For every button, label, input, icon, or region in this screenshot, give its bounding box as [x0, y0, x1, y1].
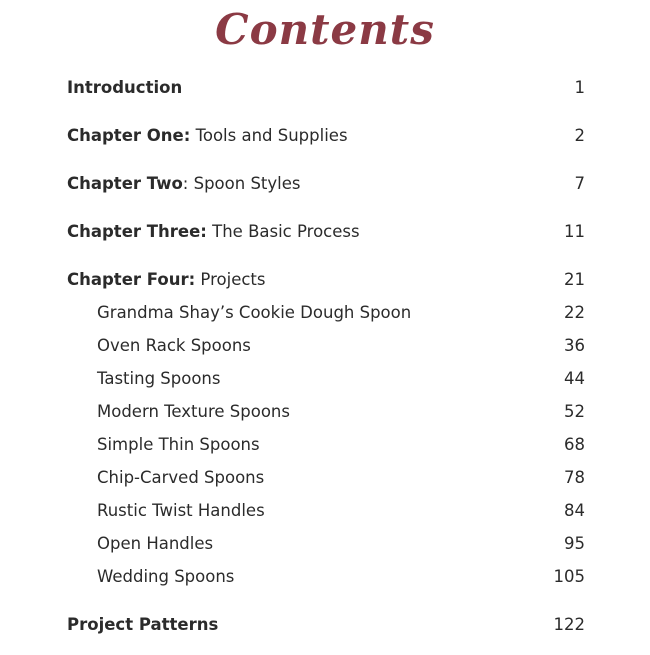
toc-subentry[interactable]: [67, 296, 585, 329]
toc-subentry[interactable]: [67, 560, 585, 593]
toc-subentry[interactable]: [67, 461, 585, 494]
toc-subentry-label: Open Handles: [97, 534, 214, 553]
toc-page-number: 11: [564, 222, 585, 241]
toc-entry-bold-label: Chapter One:: [67, 126, 191, 145]
toc-subentry[interactable]: [67, 527, 585, 560]
toc-page-number: 105: [553, 567, 585, 586]
toc-page-number: 44: [564, 369, 585, 388]
toc-page-number: 22: [564, 303, 585, 322]
toc-entry-chapter-three[interactable]: [67, 215, 585, 248]
toc-subentry-label: Rustic Twist Handles: [97, 501, 265, 520]
toc-subentry-label: Modern Texture Spoons: [97, 402, 290, 421]
toc-subentry[interactable]: [67, 329, 585, 362]
toc-entry-bold-label: Chapter Three:: [67, 222, 207, 241]
toc-entry-bold-label: Chapter Two: [67, 174, 183, 193]
toc-entry-bold-label: Chapter Four:: [67, 270, 196, 289]
toc-page-number: 1: [574, 78, 585, 97]
page-title: Contents: [215, 5, 435, 54]
toc-entry-chapter-one[interactable]: [67, 119, 585, 152]
toc-entry-label: : Spoon Styles: [182, 174, 301, 193]
toc-page-number: 122: [553, 615, 585, 634]
toc-subentry[interactable]: [67, 395, 585, 428]
toc-entry-bold-label: Introduction: [67, 78, 183, 97]
toc-subentry-label: Grandma Shay’s Cookie Dough Spoon: [97, 303, 412, 322]
toc-page-number: 7: [574, 174, 585, 193]
toc-entry-project-patterns[interactable]: [67, 608, 585, 641]
toc-page-number: 68: [564, 435, 585, 454]
toc-page-number: 95: [564, 534, 585, 553]
toc-entry-label: Projects: [195, 270, 266, 289]
toc-subentry-label: Simple Thin Spoons: [97, 435, 260, 454]
toc-page-number: 21: [564, 270, 585, 289]
toc-subentry-label: Wedding Spoons: [97, 567, 235, 586]
toc-subentry[interactable]: [67, 362, 585, 395]
toc-page-number: 78: [564, 468, 585, 487]
table-of-contents: [67, 71, 585, 641]
toc-page-number: 84: [564, 501, 585, 520]
toc-entry-introduction[interactable]: [67, 71, 585, 104]
toc-entry-chapter-four[interactable]: [67, 263, 585, 296]
toc-page-number: 2: [574, 126, 585, 145]
toc-entry-bold-label: Project Patterns: [67, 615, 219, 634]
toc-entry-label: Tools and Supplies: [190, 126, 348, 145]
toc-page-number: 52: [564, 402, 585, 421]
toc-subentry[interactable]: [67, 428, 585, 461]
toc-subentry-label: Oven Rack Spoons: [97, 336, 251, 355]
toc-page-number: 36: [564, 336, 585, 355]
toc-entry-label: The Basic Process: [206, 222, 360, 241]
toc-entry-chapter-two[interactable]: [67, 167, 585, 200]
toc-subentry-label: Chip-Carved Spoons: [97, 468, 265, 487]
toc-subentry-label: Tasting Spoons: [97, 369, 221, 388]
toc-subentry[interactable]: [67, 494, 585, 527]
